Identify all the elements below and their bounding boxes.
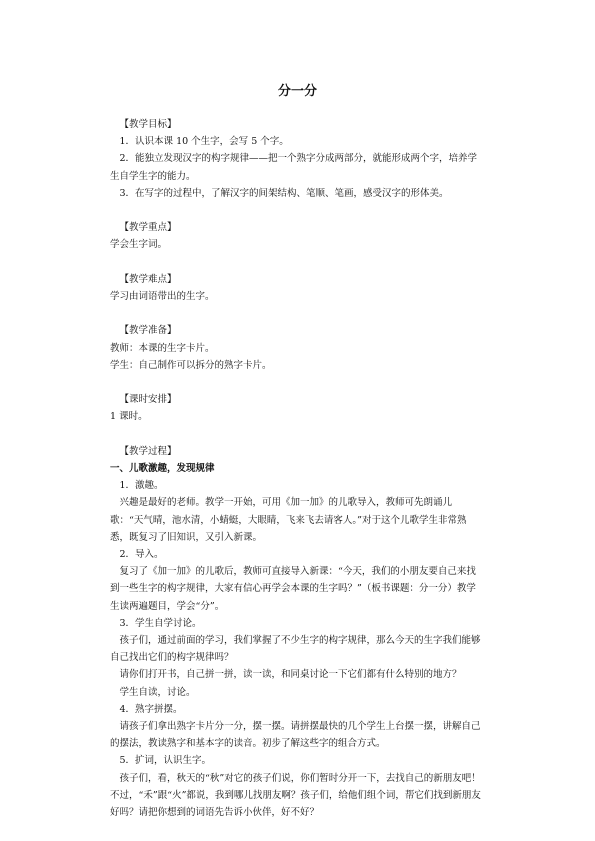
document-body [110,116,485,821]
process-paragraph: 请孩子们拿出熟字卡片分一分，摆一摆。请拼摆最快的几个学生上台摆一摆，讲解自己的摆法，教读熟字和基本字的读音。初步了解这些字的组合方式。 [110,721,481,750]
spacer [110,426,485,443]
prep-heading: 【教学准备】 [119,325,177,337]
process-paragraph: 1．激趣。 [119,480,164,492]
key-heading: 【教学重点】 [119,222,177,234]
schedule-heading: 【课时安排】 [119,394,177,406]
goals-heading: 【教学目标】 [119,119,177,130]
process-paragraph: 学生自读，讨论。 [119,686,196,698]
goal-item: 1．认识本课 10 个生字，会写 5 个字。 [119,136,289,148]
schedule-text: 1 课时。 [110,411,148,423]
difficulty-text: 学习由词语带出的生字。 [110,291,215,302]
process-paragraph: 4．熟字拼摆。 [119,703,183,715]
process-paragraph: 2．导入。 [119,549,164,560]
process-heading: 【教学过程】 [119,445,177,457]
difficulty-heading: 【教学难点】 [119,273,177,285]
process-paragraph: 复习了《加一加》的儿歌后，教师可直接导入新课：“今天，我们的小朋友要自己来找到一些生字的构字规律，大家有信心再学会本课的生字吗？”（板书课题：分一分）教学生读两遍题目，学会“分”。 [110,566,476,612]
spacer [110,254,485,271]
process-paragraph: 孩子们，看，秋天的“秋”对它的孩子们说，你们暂时分开一下，去找自己的新朋友吧！不过，“禾”跟“火”都说，我到哪儿找朋友啊？孩子们，给他们组个词，帮它们找到新朋友好吗？请把你想到的词语先告诉小伙伴，好不好？ [110,772,481,819]
spacer [110,305,485,322]
process-paragraph: 5．扩词，认识生字。 [119,755,212,767]
process-paragraph: 3．学生自学讨论。 [119,617,202,629]
goal-item: 2．能独立发现汉字的构字规律——把一个熟字分成两部分，就能形成两个字，培养学生自学生字的能力。 [110,153,478,182]
spacer [110,374,485,391]
key-text: 学会生字词。 [110,239,168,251]
process-paragraph: 兴趣是最好的老师。教学一开始，可用《加一加》的儿歌导入，教师可先朗诵儿歌：“天气晴，池水清，小蜻蜓，大眼睛，飞来飞去请客人。”对于这个儿歌学生非常熟悉，既复习了旧知识，又引入新课。 [110,497,467,543]
prep-item: 学生：自己制作可以拆分的熟字卡片。 [110,359,272,371]
process-paragraph: 请你们打开书，自己拼一拼，读一读，和同桌讨论一下它们都有什么特别的地方？ [119,669,462,681]
prep-item: 教师：本课的生字卡片。 [110,342,215,354]
page-title: 分一分 [277,84,317,99]
spacer [110,202,485,219]
goal-item: 3．在写字的过程中，了解汉字的间架结构、笔顺、笔画，感受汉字的形体美。 [119,187,449,199]
process-paragraph: 孩子们，通过前面的学习，我们掌握了不少生字的构字规律，那么今天的生字我们能够自己找出它们的构字规律吗？ [110,635,481,664]
process-subheading: 一、儿歌激趣，发现规律 [110,462,215,474]
